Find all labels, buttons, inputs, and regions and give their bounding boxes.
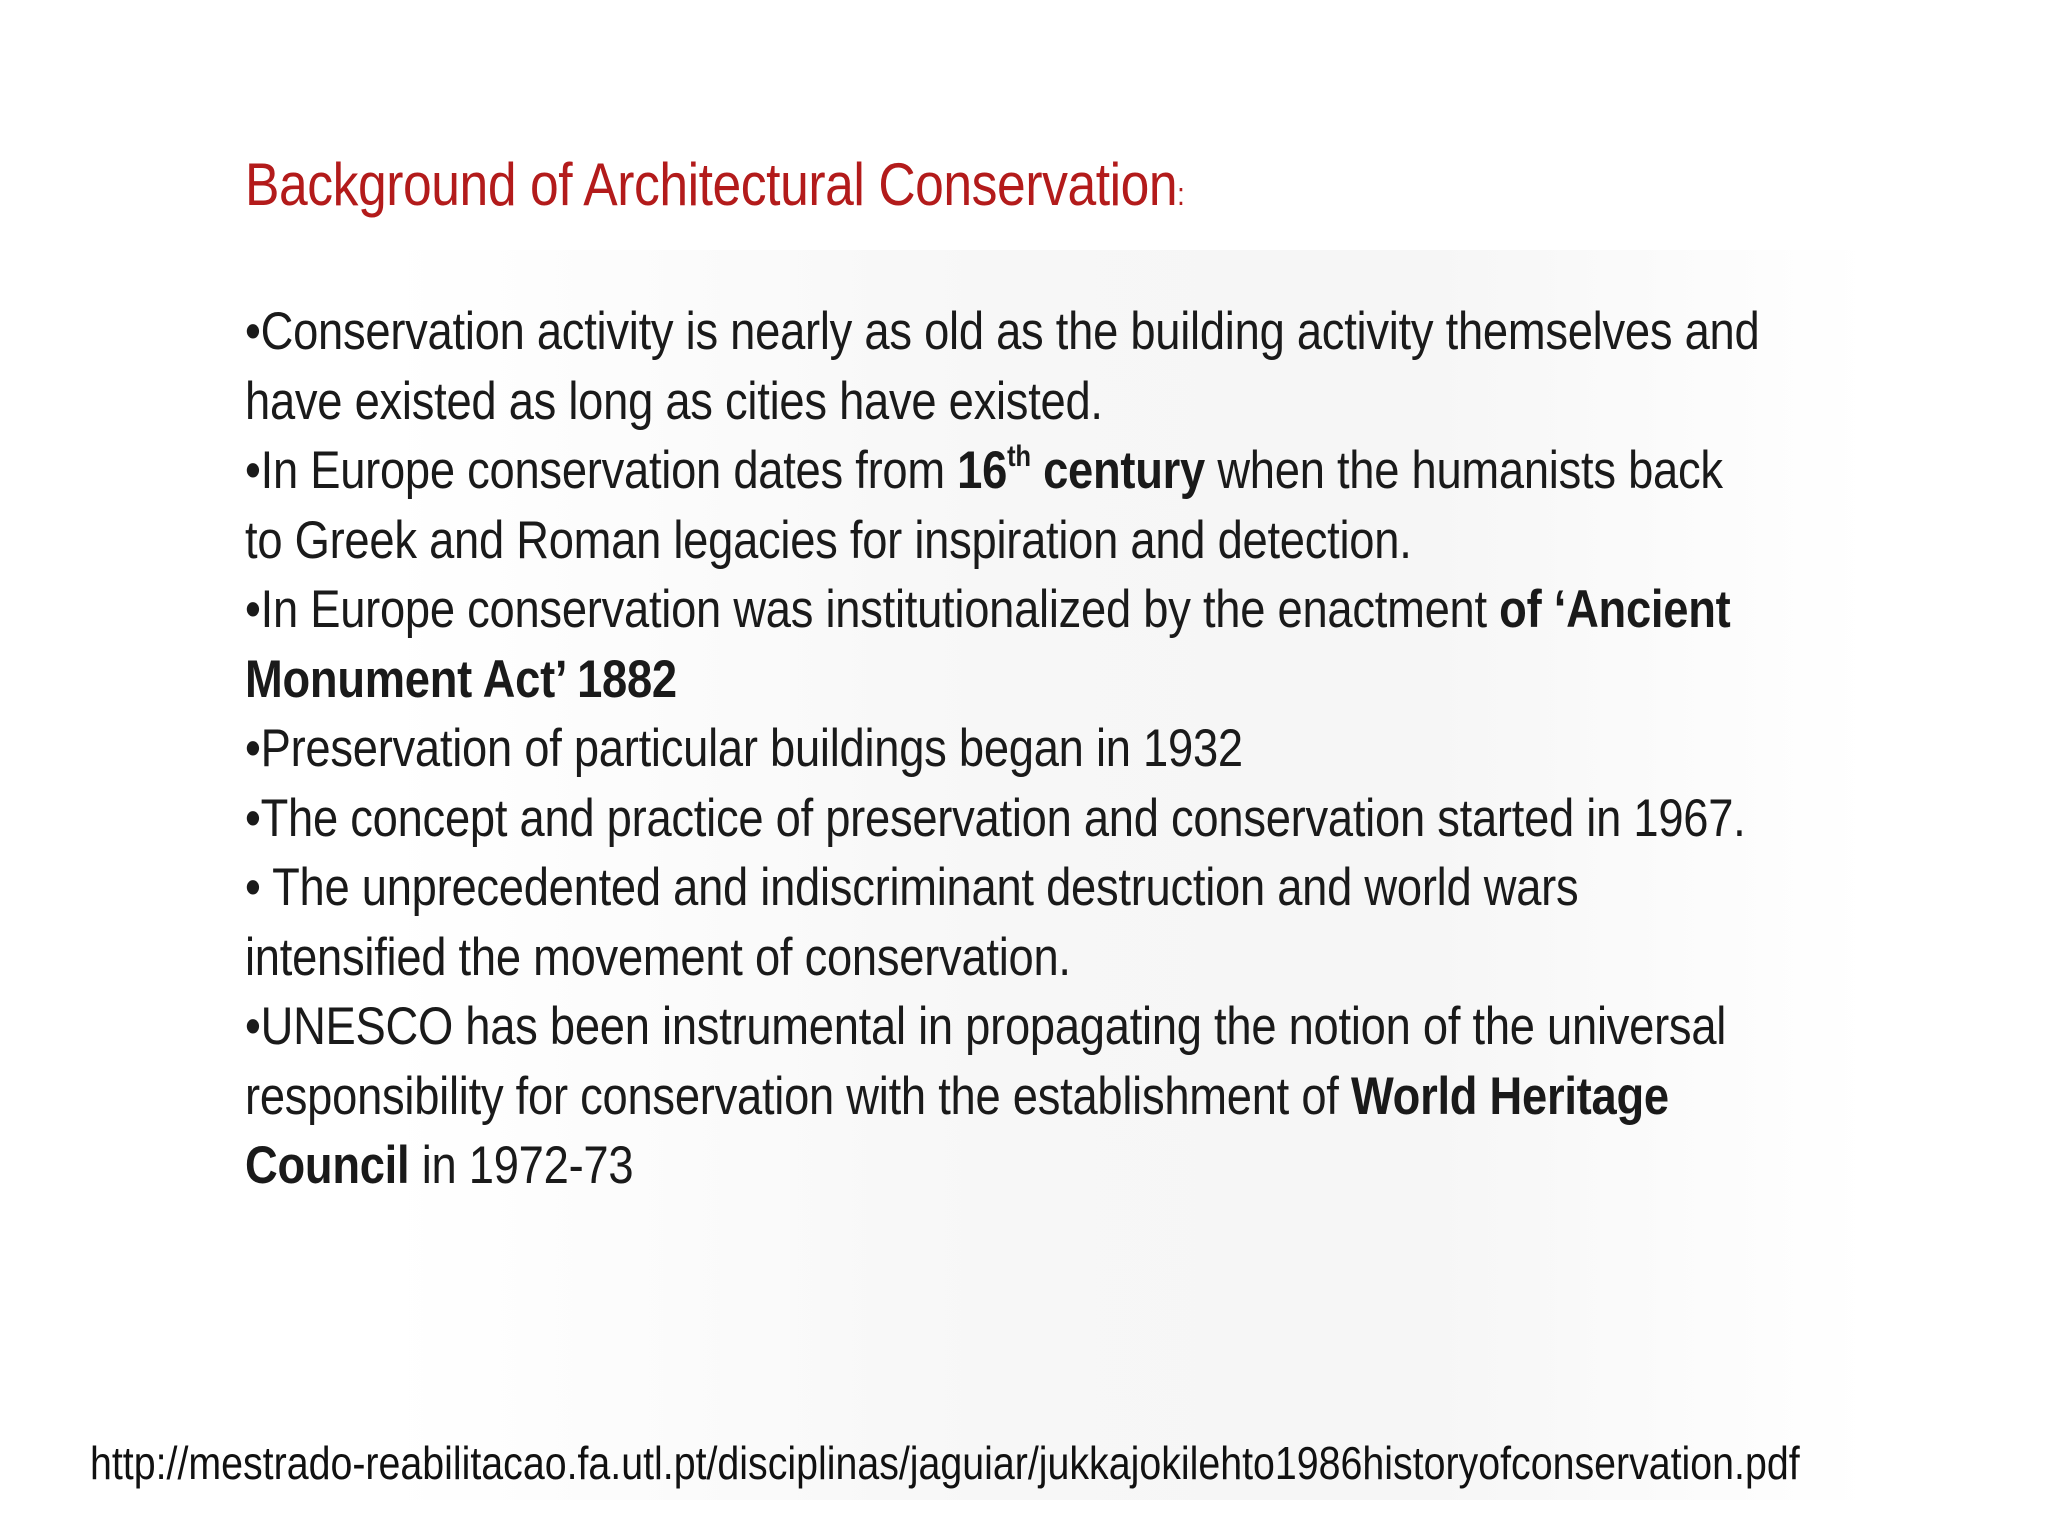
bullet-item [245,992,1870,1201]
bullet-line: •The concept and practice of preservation and conservation started in 1967. [245,788,1746,848]
slide-title [245,150,1184,219]
bullet-line: intensified the movement of conservation. [245,927,1071,987]
bullet-line: •Preservation of particular buildings began in 1932 [245,719,1243,778]
bullet-line: •Conservation activity is nearly as old as the building activity themselves and [245,302,1760,361]
bullet-line: •UNESCO has been instrumental in propagating the notion of the universal [245,997,1727,1056]
bullet-text: in 1972-73 [409,1136,634,1195]
bullet-bold-text: Council [245,1136,410,1195]
bullet-bold-text: of ‘Ancient [1499,580,1731,639]
bullet-text: responsibility for conservation with the establishment of [245,1066,1351,1126]
slide-title-text: Background of Architectural Conservation [245,151,1178,218]
bullet-item [245,575,1870,714]
bullet-item [245,714,1870,784]
bullet-superscript: th [1007,440,1031,473]
bullet-bold-text: century [1030,441,1206,500]
bullet-bold-text: World Heritage [1350,1066,1669,1126]
bullet-bold-text: Monument Act’ 1882 [245,649,677,709]
bullet-text: •In Europe conservation dates from [245,441,958,500]
bullet-text: when the humanists back [1205,441,1723,500]
bullet-line: • The unprecedented and indiscriminant destruction and world wars [245,858,1579,917]
source-url: http://mestrado-reabilitacao.fa.utl.pt/disciplinas/jaguiar/jukkajokilehto1986historyofconservation.pdf [90,1437,1800,1489]
bullet-item [245,853,1870,992]
bullet-item [245,784,1870,854]
bullet-bold-number: 16 [957,441,1008,500]
bullet-item [245,436,1870,575]
bullet-item [245,297,1870,436]
bullet-list [245,297,1870,1201]
slide-title-colon: : [1177,176,1185,212]
bullet-line: have existed as long as cities have existed. [245,371,1103,431]
bullet-text: •In Europe conservation was institutionalized by the enactment [245,580,1500,639]
bullet-line: to Greek and Roman legacies for inspiration and detection. [245,510,1412,570]
